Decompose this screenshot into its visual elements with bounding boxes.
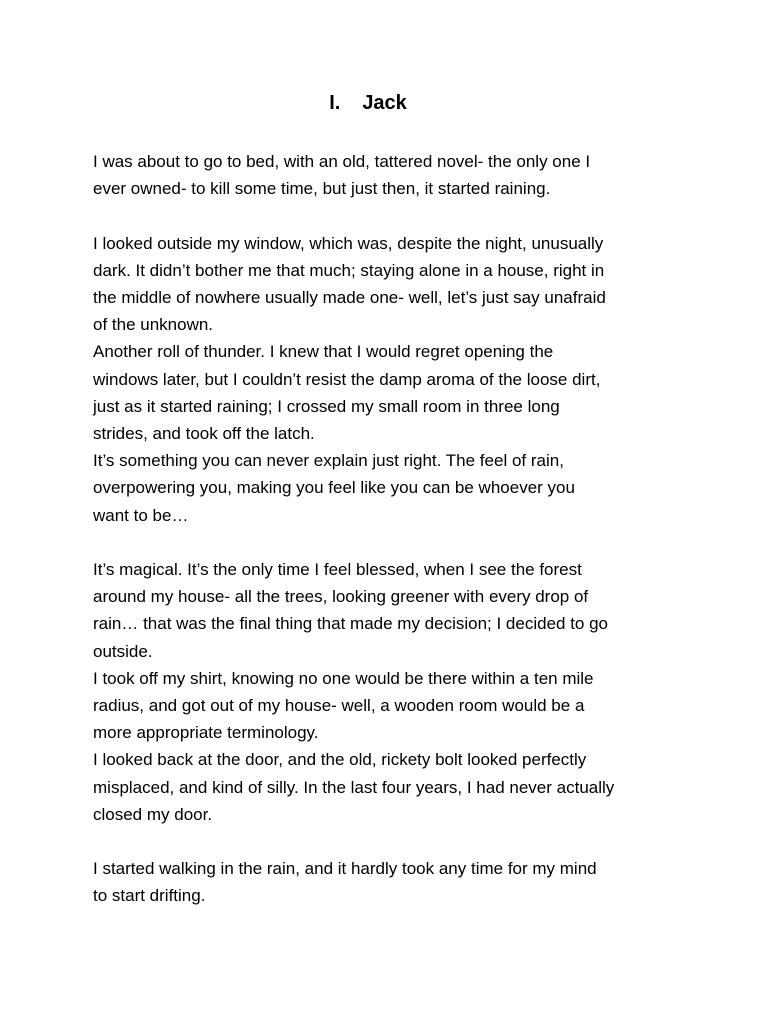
text-line: dark. It didn’t bother me that much; staying alone in a house, right in [93,260,605,280]
text-line: radius, and got out of my house- well, a wooden room would be a [93,696,585,716]
text-line: windows later, but I couldn’t resist the damp aroma of the loose dirt, [93,369,601,389]
text-line: to start drifting. [93,886,206,906]
paragraph-spacer [93,202,693,229]
paragraph [93,148,693,202]
text-line: just as it started raining; I crossed my small room in three long [93,396,560,416]
text-line: outside. [93,641,153,661]
paragraph [93,855,693,909]
text-line: ever owned- to kill some time, but just then, it started raining. [93,179,551,199]
text-line: overpowering you, making you feel like you can be whoever you [93,478,575,498]
text-line: It’s magical. It’s the only time I feel blessed, when I see the forest [93,560,582,580]
text-line: It’s something you can never explain just right. The feel of rain, [93,451,564,471]
text-line: closed my door. [93,804,213,824]
paragraph [93,447,693,529]
paragraph-spacer [93,828,693,855]
text-line: more appropriate terminology. [93,723,319,743]
text-line: I started walking in the rain, and it hardly took any time for my mind [93,859,597,879]
text-line: the middle of nowhere usually made one- well, let’s just say unafraid [93,288,606,307]
text-line: I looked back at the door, and the old, rickety bolt looked perfectly [93,750,587,770]
chapter-heading [0,88,736,118]
paragraph [93,230,693,339]
text-line: I took off my shirt, knowing no one would be there within a ten mile [93,668,594,688]
paragraph [93,556,693,665]
text-line: I looked outside my window, which was, despite the night, unusually [93,233,604,253]
chapter-body [93,148,693,910]
chapter-number: I. [329,92,341,114]
text-line: I was about to go to bed, with an old, tattered novel- the only one I [93,152,591,171]
text-line: strides, and took off the latch. [93,424,315,444]
paragraph [93,665,693,747]
text-line: Another roll of thunder. I knew that I would regret opening the [93,342,554,362]
text-line: want to be… [93,505,189,525]
chapter-title: Jack [362,92,407,114]
text-line: rain… that was the final thing that made my decision; I decided to go [93,614,609,634]
paragraph [93,746,693,828]
text-line: of the unknown. [93,315,214,335]
paragraph-spacer [93,529,693,556]
text-line: misplaced, and kind of silly. In the last four years, I had never actually [93,777,615,797]
paragraph [93,338,693,447]
text-line: around my house- all the trees, looking greener with every drop of [93,587,589,607]
